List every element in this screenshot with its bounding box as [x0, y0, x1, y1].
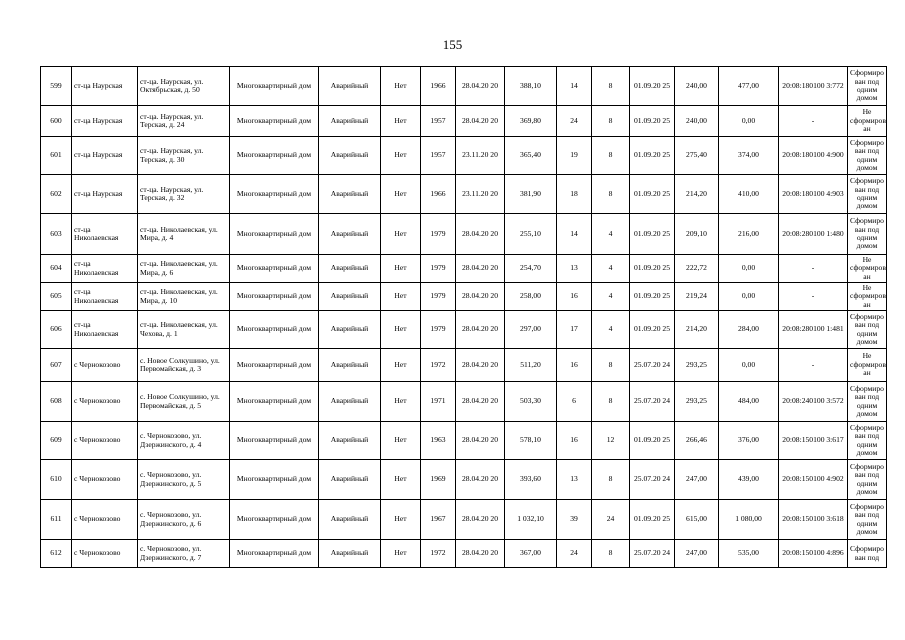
cell-house-type: Многоквартирный дом	[230, 175, 319, 214]
cell-cadastral: 20:08:150100 3:617	[779, 422, 848, 460]
cell-cadastral: -	[779, 283, 848, 311]
cell-date: 28.04.20 20	[456, 460, 505, 500]
cell-year: 1957	[421, 137, 456, 175]
cell-note: Сформиро ван под одним домом	[848, 175, 887, 214]
cell-value: 0,00	[719, 349, 779, 382]
cell-year: 1966	[421, 175, 456, 214]
cell-number: 603	[41, 214, 72, 255]
cell-count: 8	[592, 382, 630, 422]
cell-settlement: ст-ца Николаевская	[72, 214, 138, 255]
cell-date: 28.04.20 20	[456, 349, 505, 382]
cell-cadastral: 20:08:280100 1:480	[779, 214, 848, 255]
cell-number: 605	[41, 283, 72, 311]
cell-number: 604	[41, 255, 72, 283]
cell-house-type: Многоквартирный дом	[230, 283, 319, 311]
table-row	[41, 349, 887, 382]
cell-address: ст-ца. Наурская, ул. Терская, д. 30	[138, 137, 230, 175]
cell-value: 535,00	[719, 540, 779, 568]
table-row	[41, 283, 887, 311]
cell-settlement: ст-ца Николаевская	[72, 311, 138, 349]
cell-value: 484,00	[719, 382, 779, 422]
cell-value: 439,00	[719, 460, 779, 500]
cell-status: Аварийный	[319, 137, 381, 175]
cell-flag: Нет	[381, 540, 421, 568]
cell-deadline: 25.07.20 24	[630, 460, 675, 500]
cell-value: 410,00	[719, 175, 779, 214]
cell-count: 4	[592, 255, 630, 283]
cell-area-settled: 240,00	[675, 106, 719, 137]
cell-house-type: Многоквартирный дом	[230, 137, 319, 175]
table-body	[41, 67, 887, 568]
cell-note: Не сформиров ан	[848, 283, 887, 311]
cell-count: 8	[592, 349, 630, 382]
cell-area-total: 393,60	[505, 460, 557, 500]
cell-settlement: ст-ца Наурская	[72, 67, 138, 106]
cell-address: с. Новое Солкушино, ул. Первомайская, д. 5	[138, 382, 230, 422]
table-row	[41, 500, 887, 540]
cell-house-type: Многоквартирный дом	[230, 214, 319, 255]
table-row	[41, 540, 887, 568]
cell-status: Аварийный	[319, 422, 381, 460]
cell-residents: 24	[557, 540, 592, 568]
cell-area-total: 503,30	[505, 382, 557, 422]
cell-year: 1966	[421, 67, 456, 106]
cell-house-type: Многоквартирный дом	[230, 67, 319, 106]
cell-number: 610	[41, 460, 72, 500]
cell-value: 374,00	[719, 137, 779, 175]
cell-flag: Нет	[381, 106, 421, 137]
cell-date: 23.11.20 20	[456, 175, 505, 214]
cell-residents: 19	[557, 137, 592, 175]
cell-deadline: 25.07.20 24	[630, 349, 675, 382]
cell-note: Сформиро ван под	[848, 540, 887, 568]
table-row	[41, 311, 887, 349]
cell-settlement: ст-ца Николаевская	[72, 255, 138, 283]
cell-number: 600	[41, 106, 72, 137]
cell-status: Аварийный	[319, 311, 381, 349]
cell-area-total: 578,10	[505, 422, 557, 460]
cell-address: с. Чернокозово, ул. Дзержинского, д. 4	[138, 422, 230, 460]
cell-deadline: 01.09.20 25	[630, 106, 675, 137]
cell-year: 1979	[421, 283, 456, 311]
cell-flag: Нет	[381, 460, 421, 500]
cell-number: 602	[41, 175, 72, 214]
table-row	[41, 137, 887, 175]
cell-flag: Нет	[381, 255, 421, 283]
cell-year: 1963	[421, 422, 456, 460]
cell-note: Сформиро ван под одним домом	[848, 382, 887, 422]
cell-area-settled: 219,24	[675, 283, 719, 311]
cell-number: 607	[41, 349, 72, 382]
cell-address: ст-ца. Николаевская, ул. Мира, д. 4	[138, 214, 230, 255]
cell-status: Аварийный	[319, 349, 381, 382]
table-row	[41, 460, 887, 500]
cell-count: 8	[592, 460, 630, 500]
cell-house-type: Многоквартирный дом	[230, 106, 319, 137]
cell-flag: Нет	[381, 382, 421, 422]
cell-status: Аварийный	[319, 214, 381, 255]
cell-area-settled: 247,00	[675, 460, 719, 500]
cell-address: ст-ца. Наурская, ул. Октябрьская, д. 50	[138, 67, 230, 106]
housing-registry-table	[40, 66, 887, 568]
cell-deadline: 25.07.20 24	[630, 540, 675, 568]
cell-date: 28.04.20 20	[456, 283, 505, 311]
cell-count: 24	[592, 500, 630, 540]
table-row	[41, 67, 887, 106]
cell-year: 1972	[421, 540, 456, 568]
cell-date: 28.04.20 20	[456, 422, 505, 460]
cell-residents: 18	[557, 175, 592, 214]
cell-year: 1957	[421, 106, 456, 137]
cell-house-type: Многоквартирный дом	[230, 311, 319, 349]
cell-flag: Нет	[381, 175, 421, 214]
table-row	[41, 422, 887, 460]
cell-residents: 16	[557, 349, 592, 382]
cell-settlement: ст-ца Наурская	[72, 175, 138, 214]
cell-deadline: 01.09.20 25	[630, 255, 675, 283]
cell-residents: 17	[557, 311, 592, 349]
cell-year: 1979	[421, 255, 456, 283]
cell-house-type: Многоквартирный дом	[230, 382, 319, 422]
cell-deadline: 01.09.20 25	[630, 422, 675, 460]
cell-house-type: Многоквартирный дом	[230, 540, 319, 568]
cell-status: Аварийный	[319, 106, 381, 137]
cell-status: Аварийный	[319, 460, 381, 500]
cell-house-type: Многоквартирный дом	[230, 422, 319, 460]
cell-note: Не сформиров ан	[848, 255, 887, 283]
cell-date: 28.04.20 20	[456, 311, 505, 349]
cell-number: 606	[41, 311, 72, 349]
cell-address: с. Чернокозово, ул. Дзержинского, д. 6	[138, 500, 230, 540]
cell-year: 1972	[421, 349, 456, 382]
cell-date: 23.11.20 20	[456, 137, 505, 175]
table-row	[41, 382, 887, 422]
cell-count: 4	[592, 214, 630, 255]
cell-area-total: 511,20	[505, 349, 557, 382]
cell-note: Сформиро ван под одним домом	[848, 214, 887, 255]
cell-value: 0,00	[719, 255, 779, 283]
cell-count: 12	[592, 422, 630, 460]
cell-cadastral: -	[779, 106, 848, 137]
cell-area-total: 388,10	[505, 67, 557, 106]
cell-count: 8	[592, 137, 630, 175]
cell-number: 611	[41, 500, 72, 540]
cell-area-settled: 275,40	[675, 137, 719, 175]
cell-address: ст-ца. Николаевская, ул. Чехова, д. 1	[138, 311, 230, 349]
cell-status: Аварийный	[319, 540, 381, 568]
cell-area-total: 1 032,10	[505, 500, 557, 540]
cell-residents: 13	[557, 460, 592, 500]
cell-status: Аварийный	[319, 283, 381, 311]
cell-number: 601	[41, 137, 72, 175]
cell-number: 609	[41, 422, 72, 460]
cell-house-type: Многоквартирный дом	[230, 255, 319, 283]
table-row	[41, 214, 887, 255]
cell-count: 8	[592, 175, 630, 214]
cell-date: 28.04.20 20	[456, 382, 505, 422]
cell-settlement: ст-ца Николаевская	[72, 283, 138, 311]
cell-area-settled: 209,10	[675, 214, 719, 255]
cell-area-settled: 247,00	[675, 540, 719, 568]
cell-flag: Нет	[381, 137, 421, 175]
cell-flag: Нет	[381, 283, 421, 311]
cell-area-total: 381,90	[505, 175, 557, 214]
cell-value: 0,00	[719, 283, 779, 311]
cell-deadline: 01.09.20 25	[630, 175, 675, 214]
cell-area-total: 367,00	[505, 540, 557, 568]
cell-area-total: 258,00	[505, 283, 557, 311]
cell-cadastral: 20:08:180100 4:900	[779, 137, 848, 175]
cell-area-settled: 293,25	[675, 349, 719, 382]
cell-settlement: с Чернокозово	[72, 500, 138, 540]
cell-date: 28.04.20 20	[456, 540, 505, 568]
table-row	[41, 175, 887, 214]
cell-residents: 14	[557, 214, 592, 255]
cell-house-type: Многоквартирный дом	[230, 500, 319, 540]
cell-year: 1979	[421, 311, 456, 349]
cell-count: 8	[592, 540, 630, 568]
cell-area-settled: 240,00	[675, 67, 719, 106]
cell-value: 477,00	[719, 67, 779, 106]
cell-address: ст-ца. Николаевская, ул. Мира, д. 6	[138, 255, 230, 283]
cell-settlement: с Чернокозово	[72, 460, 138, 500]
cell-note: Не сформиров ан	[848, 349, 887, 382]
cell-date: 28.04.20 20	[456, 500, 505, 540]
cell-value: 216,00	[719, 214, 779, 255]
cell-number: 599	[41, 67, 72, 106]
cell-count: 8	[592, 67, 630, 106]
table-row	[41, 106, 887, 137]
cell-cadastral: 20:08:280100 1:481	[779, 311, 848, 349]
cell-note: Сформиро ван под одним домом	[848, 137, 887, 175]
cell-area-total: 254,70	[505, 255, 557, 283]
cell-note: Сформиро ван под одним домом	[848, 422, 887, 460]
table-row	[41, 255, 887, 283]
cell-address: с. Чернокозово, ул. Дзержинского, д. 7	[138, 540, 230, 568]
cell-cadastral: 20:08:150100 4:896	[779, 540, 848, 568]
cell-deadline: 25.07.20 24	[630, 382, 675, 422]
cell-cadastral: 20:08:180100 3:772	[779, 67, 848, 106]
cell-settlement: ст-ца Наурская	[72, 137, 138, 175]
cell-address: с. Новое Солкушино, ул. Первомайская, д. 3	[138, 349, 230, 382]
cell-area-total: 369,80	[505, 106, 557, 137]
cell-deadline: 01.09.20 25	[630, 500, 675, 540]
cell-area-settled: 214,20	[675, 311, 719, 349]
cell-address: ст-ца. Николаевская, ул. Мира, д. 10	[138, 283, 230, 311]
cell-house-type: Многоквартирный дом	[230, 460, 319, 500]
cell-cadastral: 20:08:150100 3:618	[779, 500, 848, 540]
cell-note: Не сформиров ан	[848, 106, 887, 137]
cell-year: 1969	[421, 460, 456, 500]
cell-status: Аварийный	[319, 255, 381, 283]
cell-address: с. Чернокозово, ул. Дзержинского, д. 5	[138, 460, 230, 500]
cell-date: 28.04.20 20	[456, 255, 505, 283]
cell-number: 608	[41, 382, 72, 422]
cell-residents: 16	[557, 422, 592, 460]
cell-deadline: 01.09.20 25	[630, 137, 675, 175]
cell-number: 612	[41, 540, 72, 568]
cell-area-settled: 615,00	[675, 500, 719, 540]
cell-status: Аварийный	[319, 382, 381, 422]
cell-residents: 16	[557, 283, 592, 311]
cell-count: 8	[592, 106, 630, 137]
cell-value: 284,00	[719, 311, 779, 349]
cell-cadastral: 20:08:240100 3:572	[779, 382, 848, 422]
cell-area-settled: 222,72	[675, 255, 719, 283]
cell-year: 1971	[421, 382, 456, 422]
cell-year: 1967	[421, 500, 456, 540]
cell-flag: Нет	[381, 349, 421, 382]
cell-flag: Нет	[381, 500, 421, 540]
cell-residents: 6	[557, 382, 592, 422]
cell-house-type: Многоквартирный дом	[230, 349, 319, 382]
cell-deadline: 01.09.20 25	[630, 311, 675, 349]
cell-date: 28.04.20 20	[456, 67, 505, 106]
page-number: 155	[442, 37, 463, 52]
cell-settlement: с Чернокозово	[72, 349, 138, 382]
cell-value: 376,00	[719, 422, 779, 460]
cell-residents: 24	[557, 106, 592, 137]
cell-date: 28.04.20 20	[456, 214, 505, 255]
cell-flag: Нет	[381, 214, 421, 255]
cell-date: 28.04.20 20	[456, 106, 505, 137]
cell-area-total: 255,10	[505, 214, 557, 255]
cell-value: 1 080,00	[719, 500, 779, 540]
cell-flag: Нет	[381, 422, 421, 460]
cell-year: 1979	[421, 214, 456, 255]
cell-settlement: с Чернокозово	[72, 540, 138, 568]
cell-note: Сформиро ван под одним домом	[848, 311, 887, 349]
cell-status: Аварийный	[319, 67, 381, 106]
cell-area-total: 297,00	[505, 311, 557, 349]
cell-cadastral: 20:08:150100 4:902	[779, 460, 848, 500]
cell-cadastral: 20:08:180100 4:903	[779, 175, 848, 214]
cell-cadastral: -	[779, 255, 848, 283]
cell-cadastral: -	[779, 349, 848, 382]
cell-settlement: ст-ца Наурская	[72, 106, 138, 137]
cell-status: Аварийный	[319, 500, 381, 540]
cell-value: 0,00	[719, 106, 779, 137]
cell-settlement: с Чернокозово	[72, 422, 138, 460]
cell-note: Сформиро ван под одним домом	[848, 460, 887, 500]
cell-residents: 39	[557, 500, 592, 540]
cell-status: Аварийный	[319, 175, 381, 214]
cell-count: 4	[592, 283, 630, 311]
cell-area-settled: 214,20	[675, 175, 719, 214]
cell-deadline: 01.09.20 25	[630, 67, 675, 106]
cell-residents: 14	[557, 67, 592, 106]
cell-flag: Нет	[381, 67, 421, 106]
cell-note: Сформиро ван под одним домом	[848, 500, 887, 540]
cell-address: ст-ца. Наурская, ул. Терская, д. 24	[138, 106, 230, 137]
cell-settlement: с Чернокозово	[72, 382, 138, 422]
cell-area-settled: 266,46	[675, 422, 719, 460]
cell-deadline: 01.09.20 25	[630, 283, 675, 311]
cell-area-settled: 293,25	[675, 382, 719, 422]
cell-count: 4	[592, 311, 630, 349]
cell-flag: Нет	[381, 311, 421, 349]
cell-deadline: 01.09.20 25	[630, 214, 675, 255]
cell-area-total: 365,40	[505, 137, 557, 175]
cell-note: Сформиро ван под одним домом	[848, 67, 887, 106]
cell-residents: 13	[557, 255, 592, 283]
cell-address: ст-ца. Наурская, ул. Терская, д. 32	[138, 175, 230, 214]
